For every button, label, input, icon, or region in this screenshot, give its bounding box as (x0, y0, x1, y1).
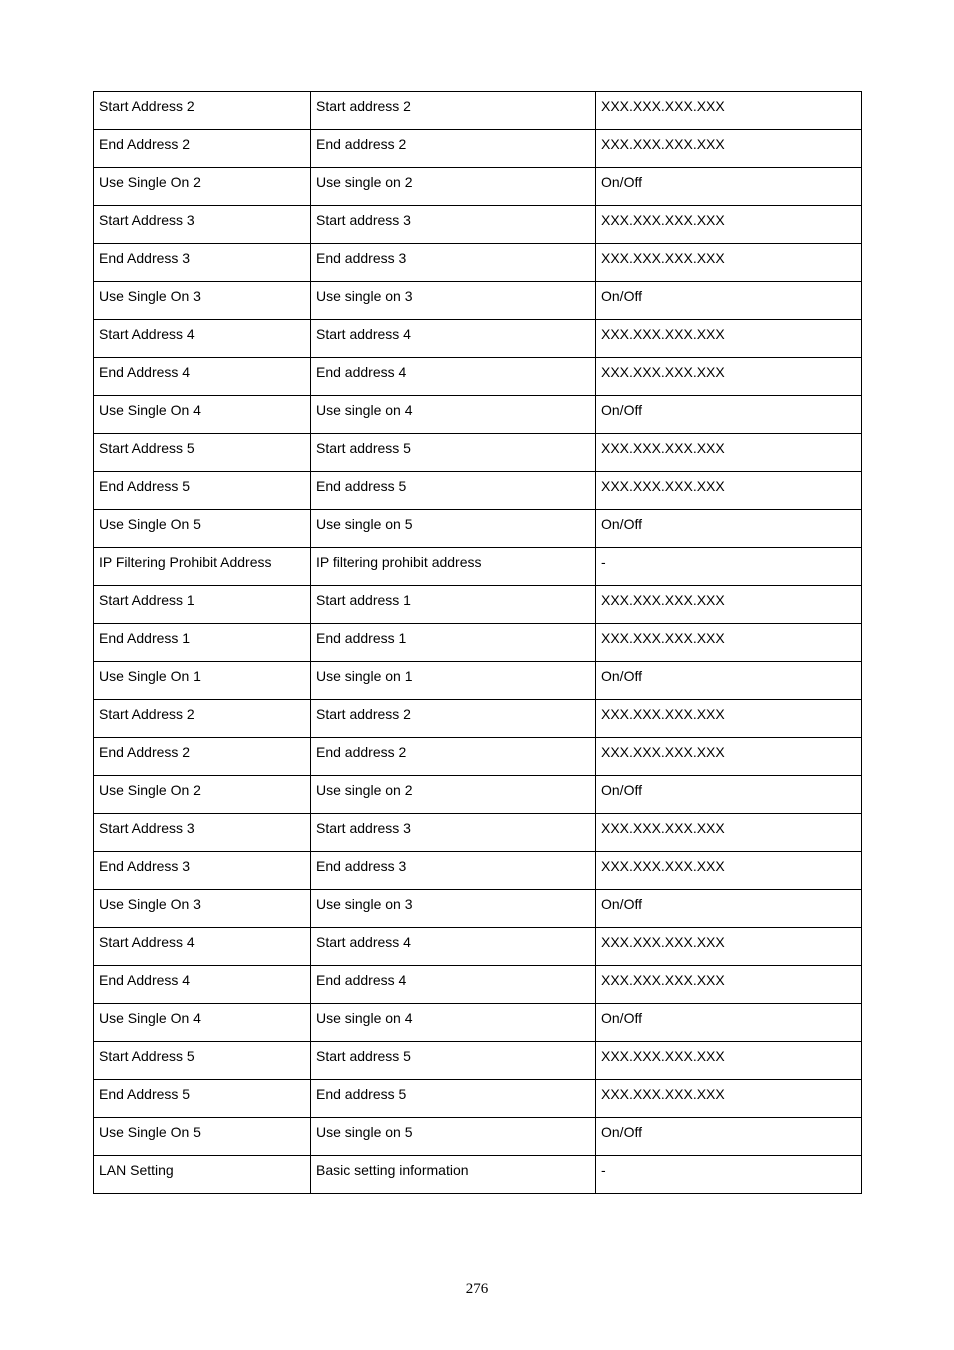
setting-item-cell: End Address 3 (94, 244, 311, 282)
setting-description-cell: Use single on 5 (311, 1118, 596, 1156)
setting-value-cell: XXX.XXX.XXX.XXX (596, 624, 862, 662)
setting-value-cell: XXX.XXX.XXX.XXX (596, 358, 862, 396)
setting-item-cell: Use Single On 3 (94, 282, 311, 320)
setting-description-cell: Use single on 3 (311, 282, 596, 320)
table-row (94, 282, 862, 320)
setting-item-cell: Start Address 3 (94, 814, 311, 852)
table-row (94, 510, 862, 548)
table-row (94, 814, 862, 852)
setting-item-cell: Use Single On 4 (94, 1004, 311, 1042)
setting-item-cell: Use Single On 2 (94, 776, 311, 814)
setting-description-cell: End address 4 (311, 966, 596, 1004)
setting-description-cell: End address 3 (311, 852, 596, 890)
setting-item-cell: IP Filtering Prohibit Address (94, 548, 311, 586)
setting-description-cell: Basic setting information (311, 1156, 596, 1194)
setting-item-cell: End Address 2 (94, 738, 311, 776)
setting-value-cell: XXX.XXX.XXX.XXX (596, 434, 862, 472)
table-row (94, 700, 862, 738)
setting-value-cell: On/Off (596, 1004, 862, 1042)
setting-value-cell: XXX.XXX.XXX.XXX (596, 92, 862, 130)
setting-description-cell: Use single on 4 (311, 396, 596, 434)
setting-item-cell: End Address 3 (94, 852, 311, 890)
setting-item-cell: Start Address 5 (94, 434, 311, 472)
setting-item-cell: Start Address 2 (94, 700, 311, 738)
setting-item-cell: LAN Setting (94, 1156, 311, 1194)
setting-value-cell: XXX.XXX.XXX.XXX (596, 130, 862, 168)
table-row (94, 852, 862, 890)
settings-table (93, 91, 862, 1194)
setting-description-cell: Start address 3 (311, 814, 596, 852)
setting-item-cell: Start Address 4 (94, 928, 311, 966)
setting-value-cell: - (596, 1156, 862, 1194)
setting-value-cell: XXX.XXX.XXX.XXX (596, 738, 862, 776)
table-row (94, 928, 862, 966)
table-row (94, 320, 862, 358)
settings-table-body (94, 92, 862, 1194)
setting-value-cell: On/Off (596, 890, 862, 928)
setting-description-cell: End address 3 (311, 244, 596, 282)
setting-value-cell: XXX.XXX.XXX.XXX (596, 1042, 862, 1080)
table-row (94, 206, 862, 244)
setting-value-cell: XXX.XXX.XXX.XXX (596, 852, 862, 890)
setting-value-cell: On/Off (596, 282, 862, 320)
setting-value-cell: On/Off (596, 662, 862, 700)
table-row (94, 92, 862, 130)
table-row (94, 168, 862, 206)
table-row (94, 244, 862, 282)
setting-value-cell: XXX.XXX.XXX.XXX (596, 814, 862, 852)
setting-description-cell: End address 2 (311, 130, 596, 168)
page-number: 276 (465, 1281, 489, 1297)
setting-value-cell: XXX.XXX.XXX.XXX (596, 320, 862, 358)
table-row (94, 434, 862, 472)
table-row (94, 396, 862, 434)
setting-value-cell: XXX.XXX.XXX.XXX (596, 700, 862, 738)
setting-description-cell: End address 2 (311, 738, 596, 776)
setting-item-cell: Start Address 3 (94, 206, 311, 244)
setting-item-cell: Use Single On 3 (94, 890, 311, 928)
table-row (94, 1080, 862, 1118)
setting-value-cell: On/Off (596, 776, 862, 814)
table-row (94, 472, 862, 510)
setting-description-cell: Start address 5 (311, 1042, 596, 1080)
setting-item-cell: Use Single On 1 (94, 662, 311, 700)
setting-value-cell: XXX.XXX.XXX.XXX (596, 586, 862, 624)
table-row (94, 738, 862, 776)
setting-item-cell: End Address 2 (94, 130, 311, 168)
setting-item-cell: End Address 1 (94, 624, 311, 662)
table-row (94, 890, 862, 928)
setting-value-cell: XXX.XXX.XXX.XXX (596, 928, 862, 966)
setting-description-cell: Start address 5 (311, 434, 596, 472)
setting-description-cell: Start address 2 (311, 700, 596, 738)
setting-description-cell: Start address 4 (311, 320, 596, 358)
table-row (94, 1156, 862, 1194)
setting-value-cell: On/Off (596, 1118, 862, 1156)
table-row (94, 624, 862, 662)
setting-item-cell: Start Address 4 (94, 320, 311, 358)
setting-value-cell: XXX.XXX.XXX.XXX (596, 206, 862, 244)
table-row (94, 1042, 862, 1080)
setting-value-cell: XXX.XXX.XXX.XXX (596, 244, 862, 282)
setting-description-cell: Use single on 1 (311, 662, 596, 700)
table-row (94, 548, 862, 586)
setting-description-cell: Use single on 3 (311, 890, 596, 928)
setting-description-cell: Use single on 2 (311, 168, 596, 206)
setting-description-cell: Start address 3 (311, 206, 596, 244)
setting-description-cell: End address 4 (311, 358, 596, 396)
setting-description-cell: End address 5 (311, 1080, 596, 1118)
setting-item-cell: End Address 4 (94, 358, 311, 396)
setting-item-cell: Start Address 5 (94, 1042, 311, 1080)
setting-value-cell: XXX.XXX.XXX.XXX (596, 966, 862, 1004)
setting-value-cell: On/Off (596, 168, 862, 206)
table-row (94, 662, 862, 700)
setting-description-cell: Start address 4 (311, 928, 596, 966)
setting-value-cell: XXX.XXX.XXX.XXX (596, 472, 862, 510)
setting-value-cell: - (596, 548, 862, 586)
setting-description-cell: End address 1 (311, 624, 596, 662)
setting-value-cell: On/Off (596, 510, 862, 548)
setting-description-cell: Use single on 5 (311, 510, 596, 548)
setting-description-cell: End address 5 (311, 472, 596, 510)
setting-value-cell: On/Off (596, 396, 862, 434)
setting-item-cell: Use Single On 5 (94, 1118, 311, 1156)
setting-item-cell: Use Single On 5 (94, 510, 311, 548)
table-row (94, 130, 862, 168)
table-row (94, 966, 862, 1004)
table-row (94, 1004, 862, 1042)
setting-item-cell: End Address 4 (94, 966, 311, 1004)
setting-item-cell: End Address 5 (94, 1080, 311, 1118)
setting-description-cell: IP filtering prohibit address (311, 548, 596, 586)
table-row (94, 586, 862, 624)
table-row (94, 1118, 862, 1156)
table-row (94, 358, 862, 396)
setting-item-cell: Use Single On 4 (94, 396, 311, 434)
setting-item-cell: Use Single On 2 (94, 168, 311, 206)
setting-description-cell: Use single on 2 (311, 776, 596, 814)
setting-item-cell: Start Address 1 (94, 586, 311, 624)
setting-description-cell: Start address 2 (311, 92, 596, 130)
setting-value-cell: XXX.XXX.XXX.XXX (596, 1080, 862, 1118)
setting-description-cell: Use single on 4 (311, 1004, 596, 1042)
setting-item-cell: End Address 5 (94, 472, 311, 510)
table-row (94, 776, 862, 814)
setting-item-cell: Start Address 2 (94, 92, 311, 130)
setting-description-cell: Start address 1 (311, 586, 596, 624)
